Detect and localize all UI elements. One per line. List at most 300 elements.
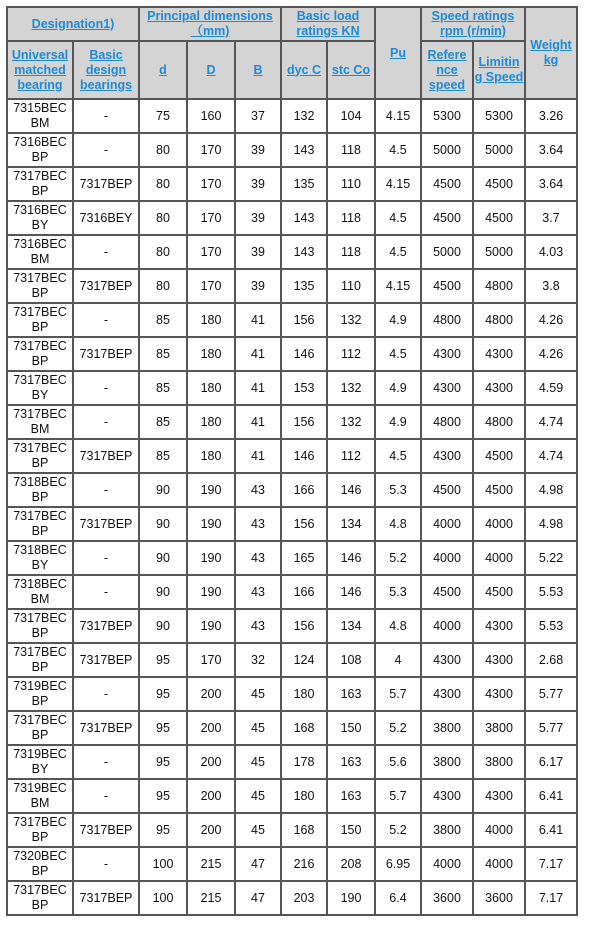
reference-speed-cell: 3600 [421,881,473,915]
dynamic-c-cell: 146 [281,337,327,371]
dynamic-c-header: dyc C [281,41,327,99]
basic-design-bearing-cell: 7317BEP [73,881,139,915]
table-row [7,847,577,881]
bore-d-cell: 90 [139,473,187,507]
universal-matched-bearing-cell: 7319BEC BY [7,745,73,779]
universal-matched-bearing-cell: 7318BEC BM [7,575,73,609]
bore-d-cell: 95 [139,677,187,711]
dynamic-c-cell: 132 [281,99,327,133]
bore-d-cell: 80 [139,167,187,201]
table-row [7,643,577,677]
static-co-cell: 112 [327,439,375,473]
universal-matched-bearing-cell: 7317BEC BP [7,269,73,303]
width-b-cell: 43 [235,609,281,643]
table-row [7,405,577,439]
universal-matched-bearing-cell: 7317BEC BP [7,439,73,473]
outer-d-cell: 170 [187,201,235,235]
pu-cell: 5.2 [375,711,421,745]
weight-cell: 6.41 [525,779,577,813]
limiting-speed-cell: 4000 [473,507,525,541]
reference-speed-cell: 4300 [421,677,473,711]
static-co-header: stc Co [327,41,375,99]
dynamic-c-cell: 180 [281,779,327,813]
outer-d-cell: 190 [187,507,235,541]
bore-d-cell: 85 [139,303,187,337]
bore-d-cell: 85 [139,337,187,371]
table-row [7,881,577,915]
pu-cell: 5.2 [375,541,421,575]
table-row [7,609,577,643]
reference-speed-cell: 4800 [421,303,473,337]
outer-d-cell: 160 [187,99,235,133]
dynamic-c-cell: 168 [281,711,327,745]
static-co-cell: 132 [327,371,375,405]
width-b-cell: 45 [235,745,281,779]
basic-design-bearing-cell: 7317BEP [73,643,139,677]
basic-design-bearing-cell: 7317BEP [73,711,139,745]
weight-cell: 4.26 [525,303,577,337]
pu-cell: 4.9 [375,371,421,405]
reference-speed-cell: 4300 [421,371,473,405]
limiting-speed-cell: 4300 [473,337,525,371]
outer-d-cell: 170 [187,167,235,201]
outer-d-cell: 180 [187,405,235,439]
header-row-sub [7,41,577,99]
width-b-cell: 32 [235,643,281,677]
pu-header: Pu [375,7,421,99]
dynamic-c-cell: 153 [281,371,327,405]
static-co-cell: 132 [327,303,375,337]
outer-d-header: D [187,41,235,99]
static-co-cell: 132 [327,405,375,439]
limiting-speed-cell: 5300 [473,99,525,133]
weight-cell: 4.74 [525,439,577,473]
universal-matched-bearing-cell: 7316BEC BP [7,133,73,167]
width-b-cell: 41 [235,337,281,371]
basic-design-bearing-cell: - [73,133,139,167]
static-co-cell: 163 [327,779,375,813]
pu-cell: 4.5 [375,201,421,235]
bore-d-cell: 90 [139,541,187,575]
weight-cell: 3.7 [525,201,577,235]
bore-d-cell: 80 [139,269,187,303]
width-b-cell: 39 [235,133,281,167]
reference-speed-cell: 3800 [421,745,473,779]
outer-d-cell: 200 [187,711,235,745]
bore-d-cell: 85 [139,405,187,439]
reference-speed-cell: 4300 [421,337,473,371]
weight-cell: 4.03 [525,235,577,269]
dynamic-c-cell: 156 [281,303,327,337]
reference-speed-cell: 4500 [421,269,473,303]
pu-cell: 4.5 [375,337,421,371]
universal-matched-bearing-cell: 7317BEC BP [7,167,73,201]
limiting-speed-cell: 5000 [473,133,525,167]
basic-design-bearing-cell: - [73,847,139,881]
universal-matched-bearing-cell: 7317BEC BP [7,643,73,677]
static-co-cell: 112 [327,337,375,371]
bore-d-cell: 100 [139,881,187,915]
width-b-cell: 41 [235,303,281,337]
d-header: d [139,41,187,99]
basic-design-bearing-cell: - [73,235,139,269]
bore-d-cell: 80 [139,133,187,167]
basic-design-bearing-cell: - [73,575,139,609]
dynamic-c-cell: 143 [281,201,327,235]
reference-speed-cell: 4500 [421,167,473,201]
universal-matched-bearing-cell: 7317BEC BM [7,405,73,439]
static-co-cell: 134 [327,507,375,541]
weight-cell: 5.53 [525,609,577,643]
table-row [7,439,577,473]
table-row [7,745,577,779]
basic-design-bearings-header: Basic design bearings [73,41,139,99]
table-row [7,235,577,269]
limiting-speed-cell: 4000 [473,847,525,881]
pu-cell: 5.7 [375,677,421,711]
outer-d-cell: 200 [187,779,235,813]
bearing-spec-table [6,6,578,916]
reference-speed-header: Refere nce speed [421,41,473,99]
limiting-speed-cell: 4500 [473,473,525,507]
designation-header: Designation1) [7,7,139,41]
limiting-speed-cell: 5000 [473,235,525,269]
width-b-cell: 45 [235,813,281,847]
pu-cell: 4.8 [375,507,421,541]
outer-d-cell: 200 [187,745,235,779]
basic-design-bearing-cell: - [73,677,139,711]
width-b-cell: 39 [235,269,281,303]
limiting-speed-cell: 4500 [473,439,525,473]
static-co-cell: 146 [327,541,375,575]
pu-cell: 5.7 [375,779,421,813]
table-row [7,575,577,609]
pu-cell: 4.15 [375,269,421,303]
limiting-speed-cell: 4800 [473,405,525,439]
limiting-speed-cell: 4500 [473,201,525,235]
weight-header: Weight kg [525,7,577,99]
weight-cell: 2.68 [525,643,577,677]
static-co-cell: 150 [327,813,375,847]
table-row [7,99,577,133]
static-co-cell: 108 [327,643,375,677]
reference-speed-cell: 4000 [421,541,473,575]
outer-d-cell: 180 [187,439,235,473]
reference-speed-cell: 5000 [421,133,473,167]
bearing-table-container [6,6,578,916]
dynamic-c-cell: 135 [281,269,327,303]
outer-d-cell: 170 [187,643,235,677]
bore-d-cell: 95 [139,745,187,779]
limiting-speed-cell: 4300 [473,371,525,405]
static-co-cell: 190 [327,881,375,915]
outer-d-cell: 215 [187,881,235,915]
limiting-speed-cell: 4000 [473,813,525,847]
dynamic-c-cell: 146 [281,439,327,473]
width-b-cell: 41 [235,405,281,439]
static-co-cell: 163 [327,677,375,711]
universal-matched-bearing-cell: 7317BEC BP [7,303,73,337]
reference-speed-cell: 5300 [421,99,473,133]
weight-cell: 4.98 [525,473,577,507]
universal-matched-bearing-cell: 7319BEC BM [7,779,73,813]
universal-matched-bearing-cell: 7317BEC BP [7,337,73,371]
bore-d-cell: 90 [139,609,187,643]
pu-cell: 4.5 [375,133,421,167]
limiting-speed-cell: 4800 [473,303,525,337]
limiting-speed-cell: 4300 [473,779,525,813]
universal-matched-bearing-cell: 7317BEC BP [7,881,73,915]
basic-design-bearing-cell: - [73,99,139,133]
dynamic-c-cell: 168 [281,813,327,847]
pu-cell: 4.5 [375,439,421,473]
reference-speed-cell: 4000 [421,847,473,881]
reference-speed-cell: 4500 [421,575,473,609]
outer-d-cell: 170 [187,133,235,167]
limiting-speed-cell: 4500 [473,167,525,201]
universal-matched-bearing-cell: 7319BEC BP [7,677,73,711]
width-b-cell: 39 [235,201,281,235]
weight-cell: 3.64 [525,167,577,201]
limiting-speed-cell: 4300 [473,677,525,711]
basic-design-bearing-cell: - [73,745,139,779]
dynamic-c-cell: 143 [281,133,327,167]
width-b-cell: 37 [235,99,281,133]
dynamic-c-cell: 124 [281,643,327,677]
basic-design-bearing-cell: - [73,303,139,337]
header-row-top [7,7,577,41]
basic-design-bearing-cell: 7317BEP [73,439,139,473]
basic-design-bearing-cell: - [73,405,139,439]
pu-cell: 5.3 [375,473,421,507]
reference-speed-cell: 3800 [421,813,473,847]
bore-d-cell: 75 [139,99,187,133]
bore-d-cell: 85 [139,439,187,473]
dynamic-c-cell: 143 [281,235,327,269]
pu-cell: 4.9 [375,303,421,337]
bore-d-cell: 90 [139,575,187,609]
outer-d-cell: 180 [187,303,235,337]
outer-d-cell: 190 [187,575,235,609]
weight-cell: 5.77 [525,711,577,745]
width-b-cell: 47 [235,847,281,881]
table-row [7,677,577,711]
pu-cell: 4.15 [375,99,421,133]
reference-speed-cell: 5000 [421,235,473,269]
reference-speed-cell: 4300 [421,643,473,677]
basic-design-bearing-cell: 7317BEP [73,269,139,303]
universal-matched-bearing-cell: 7315BEC BM [7,99,73,133]
pu-cell: 4.5 [375,235,421,269]
reference-speed-cell: 4800 [421,405,473,439]
b-header: B [235,41,281,99]
width-b-cell: 41 [235,371,281,405]
universal-matched-bearing-cell: 7317BEC BY [7,371,73,405]
width-b-cell: 45 [235,779,281,813]
universal-matched-bearing-cell: 7317BEC BP [7,507,73,541]
table-row [7,371,577,405]
weight-cell: 5.22 [525,541,577,575]
limiting-speed-cell: 3800 [473,711,525,745]
width-b-cell: 41 [235,439,281,473]
outer-d-cell: 170 [187,269,235,303]
weight-cell: 5.53 [525,575,577,609]
static-co-cell: 118 [327,133,375,167]
limiting-speed-cell: 3600 [473,881,525,915]
dynamic-c-cell: 180 [281,677,327,711]
dynamic-c-cell: 156 [281,405,327,439]
outer-d-cell: 200 [187,813,235,847]
table-row [7,507,577,541]
dynamic-c-cell: 156 [281,507,327,541]
table-row [7,473,577,507]
outer-d-cell: 180 [187,371,235,405]
width-b-cell: 39 [235,235,281,269]
static-co-cell: 146 [327,473,375,507]
outer-d-cell: 170 [187,235,235,269]
table-body [7,99,577,915]
table-row [7,201,577,235]
outer-d-cell: 190 [187,473,235,507]
weight-cell: 4.98 [525,507,577,541]
universal-matched-bearing-cell: 7317BEC BP [7,609,73,643]
static-co-cell: 118 [327,201,375,235]
table-row [7,133,577,167]
outer-d-cell: 200 [187,677,235,711]
width-b-cell: 45 [235,711,281,745]
dynamic-c-cell: 135 [281,167,327,201]
bore-d-cell: 90 [139,507,187,541]
limiting-speed-header: Limitin g Speed [473,41,525,99]
static-co-cell: 110 [327,167,375,201]
dynamic-c-cell: 165 [281,541,327,575]
outer-d-cell: 190 [187,541,235,575]
pu-cell: 4 [375,643,421,677]
static-co-cell: 163 [327,745,375,779]
basic-design-bearing-cell: 7317BEP [73,337,139,371]
weight-cell: 4.74 [525,405,577,439]
basic-design-bearing-cell: - [73,541,139,575]
width-b-cell: 43 [235,575,281,609]
pu-cell: 4.15 [375,167,421,201]
bore-d-cell: 95 [139,711,187,745]
bore-d-cell: 100 [139,847,187,881]
basic-design-bearing-cell: - [73,473,139,507]
weight-cell: 4.26 [525,337,577,371]
pu-cell: 5.3 [375,575,421,609]
table-row [7,337,577,371]
reference-speed-cell: 4300 [421,439,473,473]
weight-cell: 3.8 [525,269,577,303]
width-b-cell: 47 [235,881,281,915]
bore-d-cell: 95 [139,643,187,677]
limiting-speed-cell: 4800 [473,269,525,303]
basic-design-bearing-cell: 7317BEP [73,507,139,541]
reference-speed-cell: 4300 [421,779,473,813]
universal-matched-bearing-cell: 7318BEC BP [7,473,73,507]
bore-d-cell: 95 [139,813,187,847]
width-b-cell: 45 [235,677,281,711]
bore-d-cell: 80 [139,235,187,269]
outer-d-cell: 215 [187,847,235,881]
static-co-cell: 118 [327,235,375,269]
basic-design-bearing-cell: 7317BEP [73,813,139,847]
weight-cell: 6.41 [525,813,577,847]
basic-design-bearing-cell: 7317BEP [73,167,139,201]
universal-matched-bearing-cell: 7320BEC BP [7,847,73,881]
weight-cell: 5.77 [525,677,577,711]
limiting-speed-cell: 3800 [473,745,525,779]
pu-cell: 6.4 [375,881,421,915]
static-co-cell: 134 [327,609,375,643]
bore-d-cell: 80 [139,201,187,235]
width-b-cell: 43 [235,473,281,507]
weight-cell: 7.17 [525,847,577,881]
basic-design-bearing-cell: - [73,779,139,813]
basic-design-bearing-cell: 7316BEY [73,201,139,235]
reference-speed-cell: 4500 [421,201,473,235]
table-row [7,269,577,303]
width-b-cell: 39 [235,167,281,201]
table-header [7,7,577,99]
width-b-cell: 43 [235,507,281,541]
table-row [7,711,577,745]
table-row [7,167,577,201]
pu-cell: 6.95 [375,847,421,881]
bore-d-cell: 95 [139,779,187,813]
static-co-cell: 208 [327,847,375,881]
reference-speed-cell: 4000 [421,507,473,541]
outer-d-cell: 190 [187,609,235,643]
dynamic-c-cell: 178 [281,745,327,779]
reference-speed-cell: 3800 [421,711,473,745]
universal-matched-bearing-cell: 7316BEC BY [7,201,73,235]
universal-matched-bearing-cell: 7316BEC BM [7,235,73,269]
limiting-speed-cell: 4300 [473,643,525,677]
reference-speed-cell: 4500 [421,473,473,507]
weight-cell: 3.26 [525,99,577,133]
weight-cell: 7.17 [525,881,577,915]
static-co-cell: 104 [327,99,375,133]
static-co-cell: 110 [327,269,375,303]
reference-speed-cell: 4000 [421,609,473,643]
static-co-cell: 146 [327,575,375,609]
dynamic-c-cell: 156 [281,609,327,643]
limiting-speed-cell: 4000 [473,541,525,575]
pu-cell: 5.6 [375,745,421,779]
weight-cell: 3.64 [525,133,577,167]
limiting-speed-cell: 4300 [473,609,525,643]
weight-cell: 6.17 [525,745,577,779]
table-row [7,813,577,847]
pu-cell: 4.9 [375,405,421,439]
table-row [7,303,577,337]
universal-matched-bearing-cell: 7318BEC BY [7,541,73,575]
outer-d-cell: 180 [187,337,235,371]
table-row [7,541,577,575]
universal-matched-bearing-header: Universal matched bearing [7,41,73,99]
dynamic-c-cell: 216 [281,847,327,881]
universal-matched-bearing-cell: 7317BEC BP [7,813,73,847]
universal-matched-bearing-cell: 7317BEC BP [7,711,73,745]
width-b-cell: 43 [235,541,281,575]
basic-load-ratings-header: Basic load ratings KN [281,7,375,41]
limiting-speed-cell: 4500 [473,575,525,609]
table-row [7,779,577,813]
principal-dimensions-header: Principal dimensions （mm) [139,7,281,41]
weight-cell: 4.59 [525,371,577,405]
bore-d-cell: 85 [139,371,187,405]
